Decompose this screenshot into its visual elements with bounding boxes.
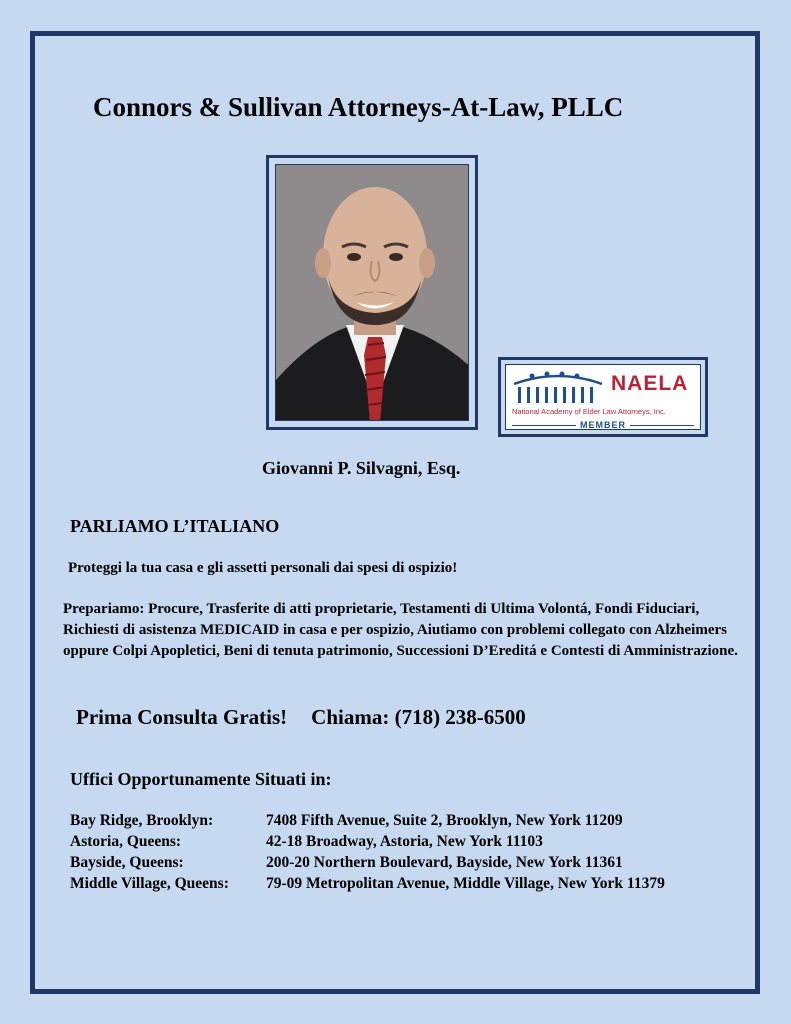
- office-location: Middle Village, Queens:: [70, 875, 229, 892]
- attorney-portrait-icon: [276, 165, 469, 421]
- offices-list: [70, 810, 665, 894]
- services-paragraph: Prepariamo: Procure, Trasferite di atti proprietarie, Testamenti di Ultima Volontá, Fondi Fiduciari, Richiesti di asistenza MEDICAID in casa e per ospizio, Aiutiamo con problemi collegato con Alzheimers oppure Colpi Apopletici, Beni di tenuta patrimonio, Successioni D’Ereditá e Contesti di Amministrazione.: [63, 601, 738, 659]
- office-row: [70, 810, 665, 831]
- office-row: [70, 873, 665, 894]
- free-consult-text: Prima Consulta Gratis!: [76, 705, 288, 729]
- offices-heading: Uffici Opportunamente Situati in:: [70, 769, 332, 789]
- office-location: Bayside, Queens:: [70, 854, 184, 871]
- attorney-photo: [275, 164, 469, 421]
- page-title: Connors & Sullivan Attorneys-At-Law, PLLC: [93, 92, 624, 122]
- office-row: [70, 831, 665, 852]
- office-address: 7408 Fifth Avenue, Suite 2, Brooklyn, New York 11209: [266, 812, 623, 829]
- naela-subtitle: National Academy of Elder Law Attorneys, Inc.: [512, 407, 666, 416]
- naela-member-label: MEMBER: [576, 420, 630, 430]
- language-heading: PARLIAMO L’ITALIANO: [70, 516, 280, 536]
- attorney-photo-frame: [266, 155, 478, 430]
- attorney-name: Giovanni P. Silvagni, Esq.: [262, 458, 461, 478]
- tagline: Proteggi la tua casa e gli assetti personali dai spesi di ospizio!: [68, 560, 458, 576]
- consult-line: [76, 705, 526, 730]
- naela-badge: [498, 357, 708, 437]
- office-address: 79-09 Metropolitan Avenue, Middle Village, New York 11379: [266, 875, 665, 892]
- naela-columns-logo-icon: [510, 370, 606, 406]
- office-address: 42-18 Broadway, Astoria, New York 11103: [266, 833, 543, 850]
- office-row: [70, 852, 665, 873]
- office-location: Bay Ridge, Brooklyn:: [70, 812, 214, 829]
- naela-wordmark: NAELA: [611, 372, 689, 395]
- office-location: Astoria, Queens:: [70, 833, 182, 850]
- office-address: 200-20 Northern Boulevard, Bayside, New York 11361: [266, 854, 623, 871]
- phone-number[interactable]: Chiama: (718) 238-6500: [311, 705, 526, 729]
